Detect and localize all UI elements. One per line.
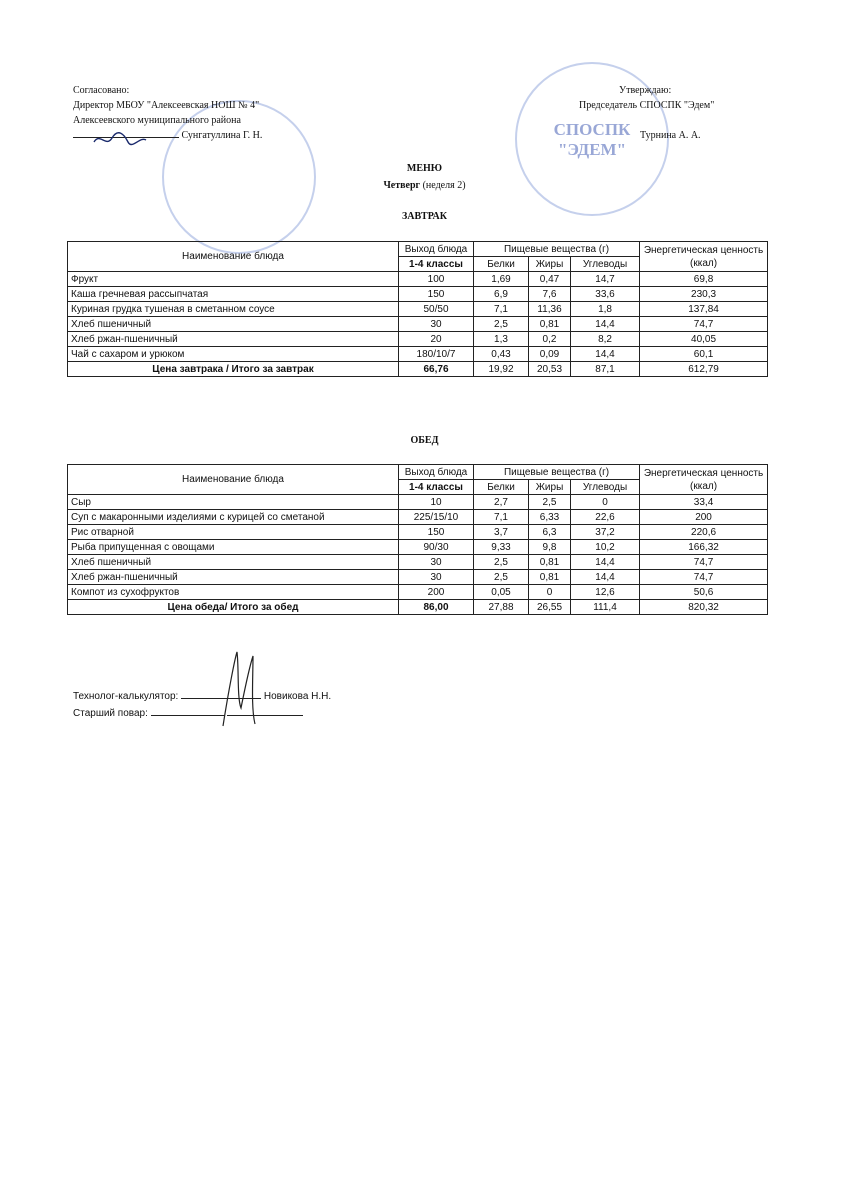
energy-cell: 74,7 xyxy=(640,555,768,570)
director-name: Сунгатуллина Г. Н. xyxy=(181,130,263,141)
district-name: Алексеевского муниципального района xyxy=(73,115,241,126)
fat-cell: 11,36 xyxy=(529,302,571,317)
dish-name-cell: Каша гречневая рассыпчатая xyxy=(68,287,399,302)
total-row xyxy=(68,362,768,377)
breakfast-table xyxy=(67,241,768,377)
carbs-cell: 14,4 xyxy=(571,347,640,362)
output-cell: 10 xyxy=(399,495,474,510)
carbs-cell: 10,2 xyxy=(571,540,640,555)
breakfast-heading: ЗАВТРАК xyxy=(401,211,447,222)
table-row xyxy=(68,510,768,525)
director-signature-scribble xyxy=(90,128,150,152)
col-fat-header: Жиры xyxy=(529,480,571,495)
table-row xyxy=(68,302,768,317)
chairman-name: Турнина А. А. xyxy=(640,130,701,141)
total-energy-cell: 820,32 xyxy=(640,600,768,615)
total-fat-cell: 26,55 xyxy=(529,600,571,615)
carbs-cell: 22,6 xyxy=(571,510,640,525)
energy-cell: 200 xyxy=(640,510,768,525)
technologist-name: Новикова Н.Н. xyxy=(263,691,332,702)
fat-cell: 0,81 xyxy=(529,555,571,570)
dish-name-cell: Фрукт xyxy=(68,272,399,287)
col-output-header: Выход блюда xyxy=(399,242,474,257)
fat-cell: 9,8 xyxy=(529,540,571,555)
total-energy-cell: 612,79 xyxy=(640,362,768,377)
table-row xyxy=(68,287,768,302)
protein-cell: 2,5 xyxy=(474,555,529,570)
table-row xyxy=(68,272,768,287)
table-row xyxy=(68,347,768,362)
col-name-header: Наименование блюда xyxy=(68,242,399,272)
approve-label: Утверждаю: xyxy=(619,85,672,96)
edem-stamp-text: СПОСПК "ЭДЕМ" xyxy=(553,120,631,159)
energy-cell: 230,3 xyxy=(640,287,768,302)
protein-cell: 1,69 xyxy=(474,272,529,287)
col-output-header: Выход блюда xyxy=(399,465,474,480)
dish-name-cell: Сыр xyxy=(68,495,399,510)
carbs-cell: 1,8 xyxy=(571,302,640,317)
dish-name-cell: Компот из сухофруктов xyxy=(68,585,399,600)
menu-title: МЕНЮ xyxy=(406,163,443,174)
dish-name-cell: Хлеб ржан-пшеничный xyxy=(68,570,399,585)
energy-cell: 60,1 xyxy=(640,347,768,362)
protein-cell: 2,5 xyxy=(474,570,529,585)
day-line xyxy=(0,179,849,192)
carbs-cell: 14,7 xyxy=(571,272,640,287)
week-number: (неделя 2) xyxy=(420,180,466,191)
protein-cell: 0,43 xyxy=(474,347,529,362)
table-row xyxy=(68,555,768,570)
carbs-cell: 8,2 xyxy=(571,332,640,347)
protein-cell: 9,33 xyxy=(474,540,529,555)
col-fat-header: Жиры xyxy=(529,257,571,272)
protein-cell: 2,5 xyxy=(474,317,529,332)
col-carbs-header: Углеводы xyxy=(571,480,640,495)
output-cell: 100 xyxy=(399,272,474,287)
output-cell: 150 xyxy=(399,287,474,302)
output-cell: 30 xyxy=(399,555,474,570)
energy-cell: 74,7 xyxy=(640,317,768,332)
col-energy-header: Энергетическая ценность (ккал) xyxy=(640,242,768,272)
col-nutrients-header: Пищевые вещества (г) xyxy=(474,242,640,257)
table-row xyxy=(68,540,768,555)
chef-signature xyxy=(151,715,225,716)
fat-cell: 0,2 xyxy=(529,332,571,347)
energy-cell: 220,6 xyxy=(640,525,768,540)
fat-cell: 7,6 xyxy=(529,287,571,302)
chairman-signature-line xyxy=(640,129,701,142)
total-protein-cell: 19,92 xyxy=(474,362,529,377)
table-row xyxy=(68,317,768,332)
table-row xyxy=(68,585,768,600)
table-row xyxy=(68,525,768,540)
protein-cell: 3,7 xyxy=(474,525,529,540)
col-grade-header: 1-4 классы xyxy=(399,257,474,272)
output-cell: 30 xyxy=(399,317,474,332)
carbs-cell: 14,4 xyxy=(571,570,640,585)
day-name: Четверг xyxy=(383,180,421,191)
total-fat-cell: 20,53 xyxy=(529,362,571,377)
director-title: Директор МБОУ "Алексеевская НОШ № 4" xyxy=(73,100,260,111)
lunch-table xyxy=(67,464,768,615)
protein-cell: 7,1 xyxy=(474,510,529,525)
energy-cell: 74,7 xyxy=(640,570,768,585)
carbs-cell: 12,6 xyxy=(571,585,640,600)
protein-cell: 0,05 xyxy=(474,585,529,600)
output-cell: 180/10/7 xyxy=(399,347,474,362)
table-row xyxy=(68,495,768,510)
energy-cell: 50,6 xyxy=(640,585,768,600)
technologist-label: Технолог-калькулятор: xyxy=(73,691,179,702)
output-cell: 20 xyxy=(399,332,474,347)
fat-cell: 0,09 xyxy=(529,347,571,362)
col-protein-header: Белки xyxy=(474,480,529,495)
protein-cell: 1,3 xyxy=(474,332,529,347)
dish-name-cell: Хлеб ржан-пшеничный xyxy=(68,332,399,347)
total-row xyxy=(68,600,768,615)
col-grade-header: 1-4 классы xyxy=(399,480,474,495)
technologist-line xyxy=(73,690,331,703)
dish-name-cell: Куриная грудка тушеная в сметанном соусе xyxy=(68,302,399,317)
dish-name-cell: Хлеб пшеничный xyxy=(68,555,399,570)
total-output-cell: 66,76 xyxy=(399,362,474,377)
chef-label: Старший повар: xyxy=(73,708,148,719)
output-cell: 50/50 xyxy=(399,302,474,317)
col-carbs-header: Углеводы xyxy=(571,257,640,272)
output-cell: 200 xyxy=(399,585,474,600)
protein-cell: 6,9 xyxy=(474,287,529,302)
chef-line xyxy=(73,707,303,720)
col-energy-header: Энергетическая ценность (ккал) xyxy=(640,465,768,495)
energy-cell: 69,8 xyxy=(640,272,768,287)
output-cell: 225/15/10 xyxy=(399,510,474,525)
output-cell: 150 xyxy=(399,525,474,540)
dish-name-cell: Чай с сахаром и урюком xyxy=(68,347,399,362)
chairman-title: Председатель СПОСПК "Эдем" xyxy=(579,100,715,111)
dish-name-cell: Рыба припущенная с овощами xyxy=(68,540,399,555)
col-name-header: Наименование блюда xyxy=(68,465,399,495)
total-output-cell: 86,00 xyxy=(399,600,474,615)
protein-cell: 7,1 xyxy=(474,302,529,317)
output-cell: 30 xyxy=(399,570,474,585)
energy-cell: 40,05 xyxy=(640,332,768,347)
energy-cell: 137,84 xyxy=(640,302,768,317)
dish-name-cell: Хлеб пшеничный xyxy=(68,317,399,332)
technologist-signature-scribble xyxy=(215,648,265,728)
fat-cell: 0,81 xyxy=(529,570,571,585)
fat-cell: 0 xyxy=(529,585,571,600)
carbs-cell: 33,6 xyxy=(571,287,640,302)
lunch-heading: ОБЕД xyxy=(410,435,439,446)
protein-cell: 2,7 xyxy=(474,495,529,510)
carbs-cell: 14,4 xyxy=(571,555,640,570)
table-row xyxy=(68,332,768,347)
fat-cell: 6,33 xyxy=(529,510,571,525)
total-carbs-cell: 87,1 xyxy=(571,362,640,377)
energy-cell: 33,4 xyxy=(640,495,768,510)
fat-cell: 0,47 xyxy=(529,272,571,287)
total-protein-cell: 27,88 xyxy=(474,600,529,615)
fat-cell: 6,3 xyxy=(529,525,571,540)
dish-name-cell: Суп с макаронными изделиями с курицей со сметаной xyxy=(68,510,399,525)
table-row xyxy=(68,570,768,585)
document-title xyxy=(0,162,849,175)
carbs-cell: 14,4 xyxy=(571,317,640,332)
col-nutrients-header: Пищевые вещества (г) xyxy=(474,465,640,480)
agreed-label: Согласовано: xyxy=(73,85,130,96)
total-carbs-cell: 111,4 xyxy=(571,600,640,615)
fat-cell: 2,5 xyxy=(529,495,571,510)
col-protein-header: Белки xyxy=(474,257,529,272)
energy-cell: 166,32 xyxy=(640,540,768,555)
total-label-cell: Цена обеда/ Итого за обед xyxy=(68,600,399,615)
output-cell: 90/30 xyxy=(399,540,474,555)
fat-cell: 0,81 xyxy=(529,317,571,332)
carbs-cell: 37,2 xyxy=(571,525,640,540)
total-label-cell: Цена завтрака / Итого за завтрак xyxy=(68,362,399,377)
dish-name-cell: Рис отварной xyxy=(68,525,399,540)
carbs-cell: 0 xyxy=(571,495,640,510)
